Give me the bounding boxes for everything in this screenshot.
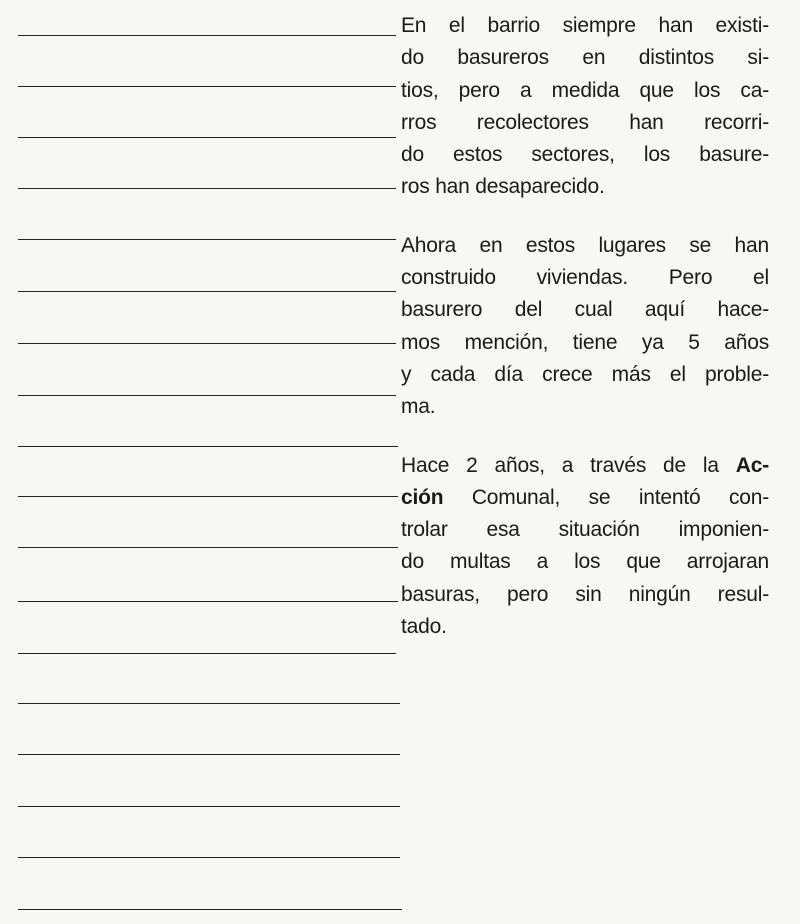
text-line: Ahora en estos lugares se han: [401, 233, 769, 257]
writing-line[interactable]: [18, 137, 396, 138]
writing-lines: [18, 0, 398, 924]
text-line: En el barrio siempre han existi-: [401, 14, 769, 37]
text-line: basurero del cual aquí hace-: [401, 298, 769, 322]
writing-line[interactable]: [18, 601, 398, 602]
text-line: y cada día crece más el proble-: [401, 362, 769, 386]
text-line: do multas a los que arrojaran: [401, 550, 769, 574]
writing-line[interactable]: [18, 703, 400, 704]
text-line: ma.: [401, 395, 436, 419]
writing-line[interactable]: [18, 547, 398, 548]
text-line: rros recolectores han recorri-: [401, 110, 769, 134]
text-run: Hace 2 años, a través de la: [401, 453, 736, 477]
writing-line[interactable]: [18, 343, 396, 344]
writing-line[interactable]: [18, 291, 396, 292]
writing-line[interactable]: [18, 188, 396, 189]
bold-term: Ac-: [735, 453, 769, 477]
writing-line[interactable]: [18, 806, 400, 807]
text-line: [401, 450, 769, 482]
writing-line[interactable]: [18, 86, 396, 87]
paragraph-2: [401, 230, 769, 424]
text-line: mos mención, tiene ya 5 años: [401, 330, 769, 354]
writing-line[interactable]: [18, 909, 402, 910]
text-line: tios, pero a medida que los ca-: [401, 78, 769, 102]
bold-term: ción: [401, 485, 444, 509]
text-line: tado.: [401, 615, 447, 639]
writing-line[interactable]: [18, 653, 396, 654]
text-line: do basureros en distintos si-: [401, 46, 769, 70]
writing-line[interactable]: [18, 496, 398, 497]
article-text: [401, 10, 769, 669]
text-line: do estos sectores, los basure-: [401, 143, 769, 167]
text-line: trolar esa situación imponien-: [401, 518, 769, 542]
writing-line[interactable]: [18, 239, 396, 240]
text-line: [401, 482, 769, 514]
paragraph-3: [401, 450, 769, 644]
text-line: ros han desaparecido.: [401, 175, 605, 199]
text-line: construido viviendas. Pero el: [401, 266, 769, 290]
text-line: basuras, pero sin ningún resul-: [401, 582, 769, 606]
writing-line[interactable]: [18, 754, 400, 755]
text-run: Comunal, se intentó con-: [443, 485, 769, 509]
paragraph-1: [401, 10, 769, 204]
writing-line[interactable]: [18, 395, 396, 396]
writing-line[interactable]: [18, 857, 400, 858]
writing-line[interactable]: [18, 446, 398, 447]
writing-line[interactable]: [18, 35, 396, 36]
